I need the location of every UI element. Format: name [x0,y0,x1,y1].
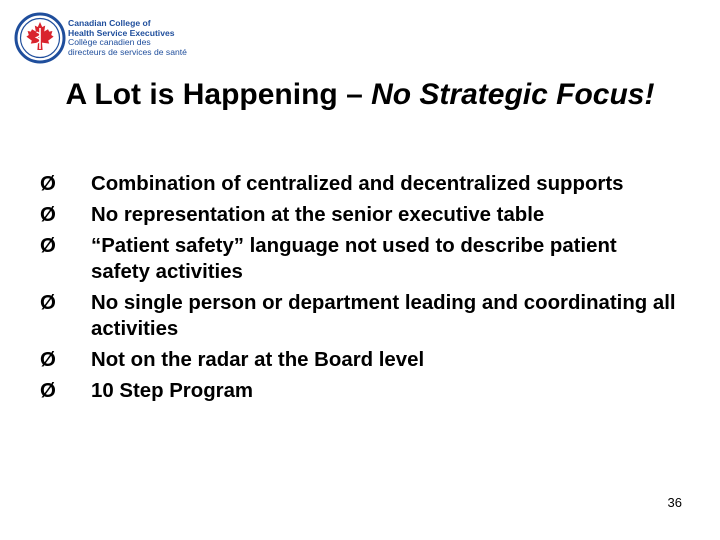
logo-line-3: Collège canadien des [68,37,151,48]
arrow-bullet-icon: Ø [40,348,56,371]
logo-line-4: directeurs de services de santé [68,46,187,57]
maple-leaf-caduceus-logo-icon [14,12,66,64]
title-part-1: A Lot is Happening – [65,78,372,111]
bullet-item [40,379,680,405]
bullet-text: 10 Step Program [91,380,254,403]
bullet-text: Combination of centralized and decentralized supports [91,173,624,195]
logo-text [68,19,218,57]
arrow-bullet-icon: Ø [40,204,56,227]
logo-line-1: Canadian College of [68,18,151,28]
bullet-item [40,203,680,229]
bullet-item [40,234,680,285]
arrow-bullet-icon: Ø [40,380,56,403]
bullet-item [40,172,680,198]
bullet-item [40,291,680,342]
bullet-item [40,348,680,374]
slide-title [40,76,680,114]
bullet-text: No representation at the senior executive table [91,204,545,227]
bullet-text: Not on the radar at the Board level [91,348,425,371]
bullet-list [40,172,680,410]
title-part-2: No Strategic Focus! [371,78,655,111]
arrow-bullet-icon: Ø [40,235,56,258]
bullet-text: “Patient safety” language not used to describe patient safety activities [91,235,617,283]
logo-line-2: Health Service Executives [68,27,175,38]
bullet-text: No single person or department leading and coordinating all activities [91,292,676,340]
page-number: 36 [667,495,682,510]
arrow-bullet-icon: Ø [40,173,56,195]
organization-logo [14,12,214,74]
arrow-bullet-icon: Ø [40,292,56,315]
